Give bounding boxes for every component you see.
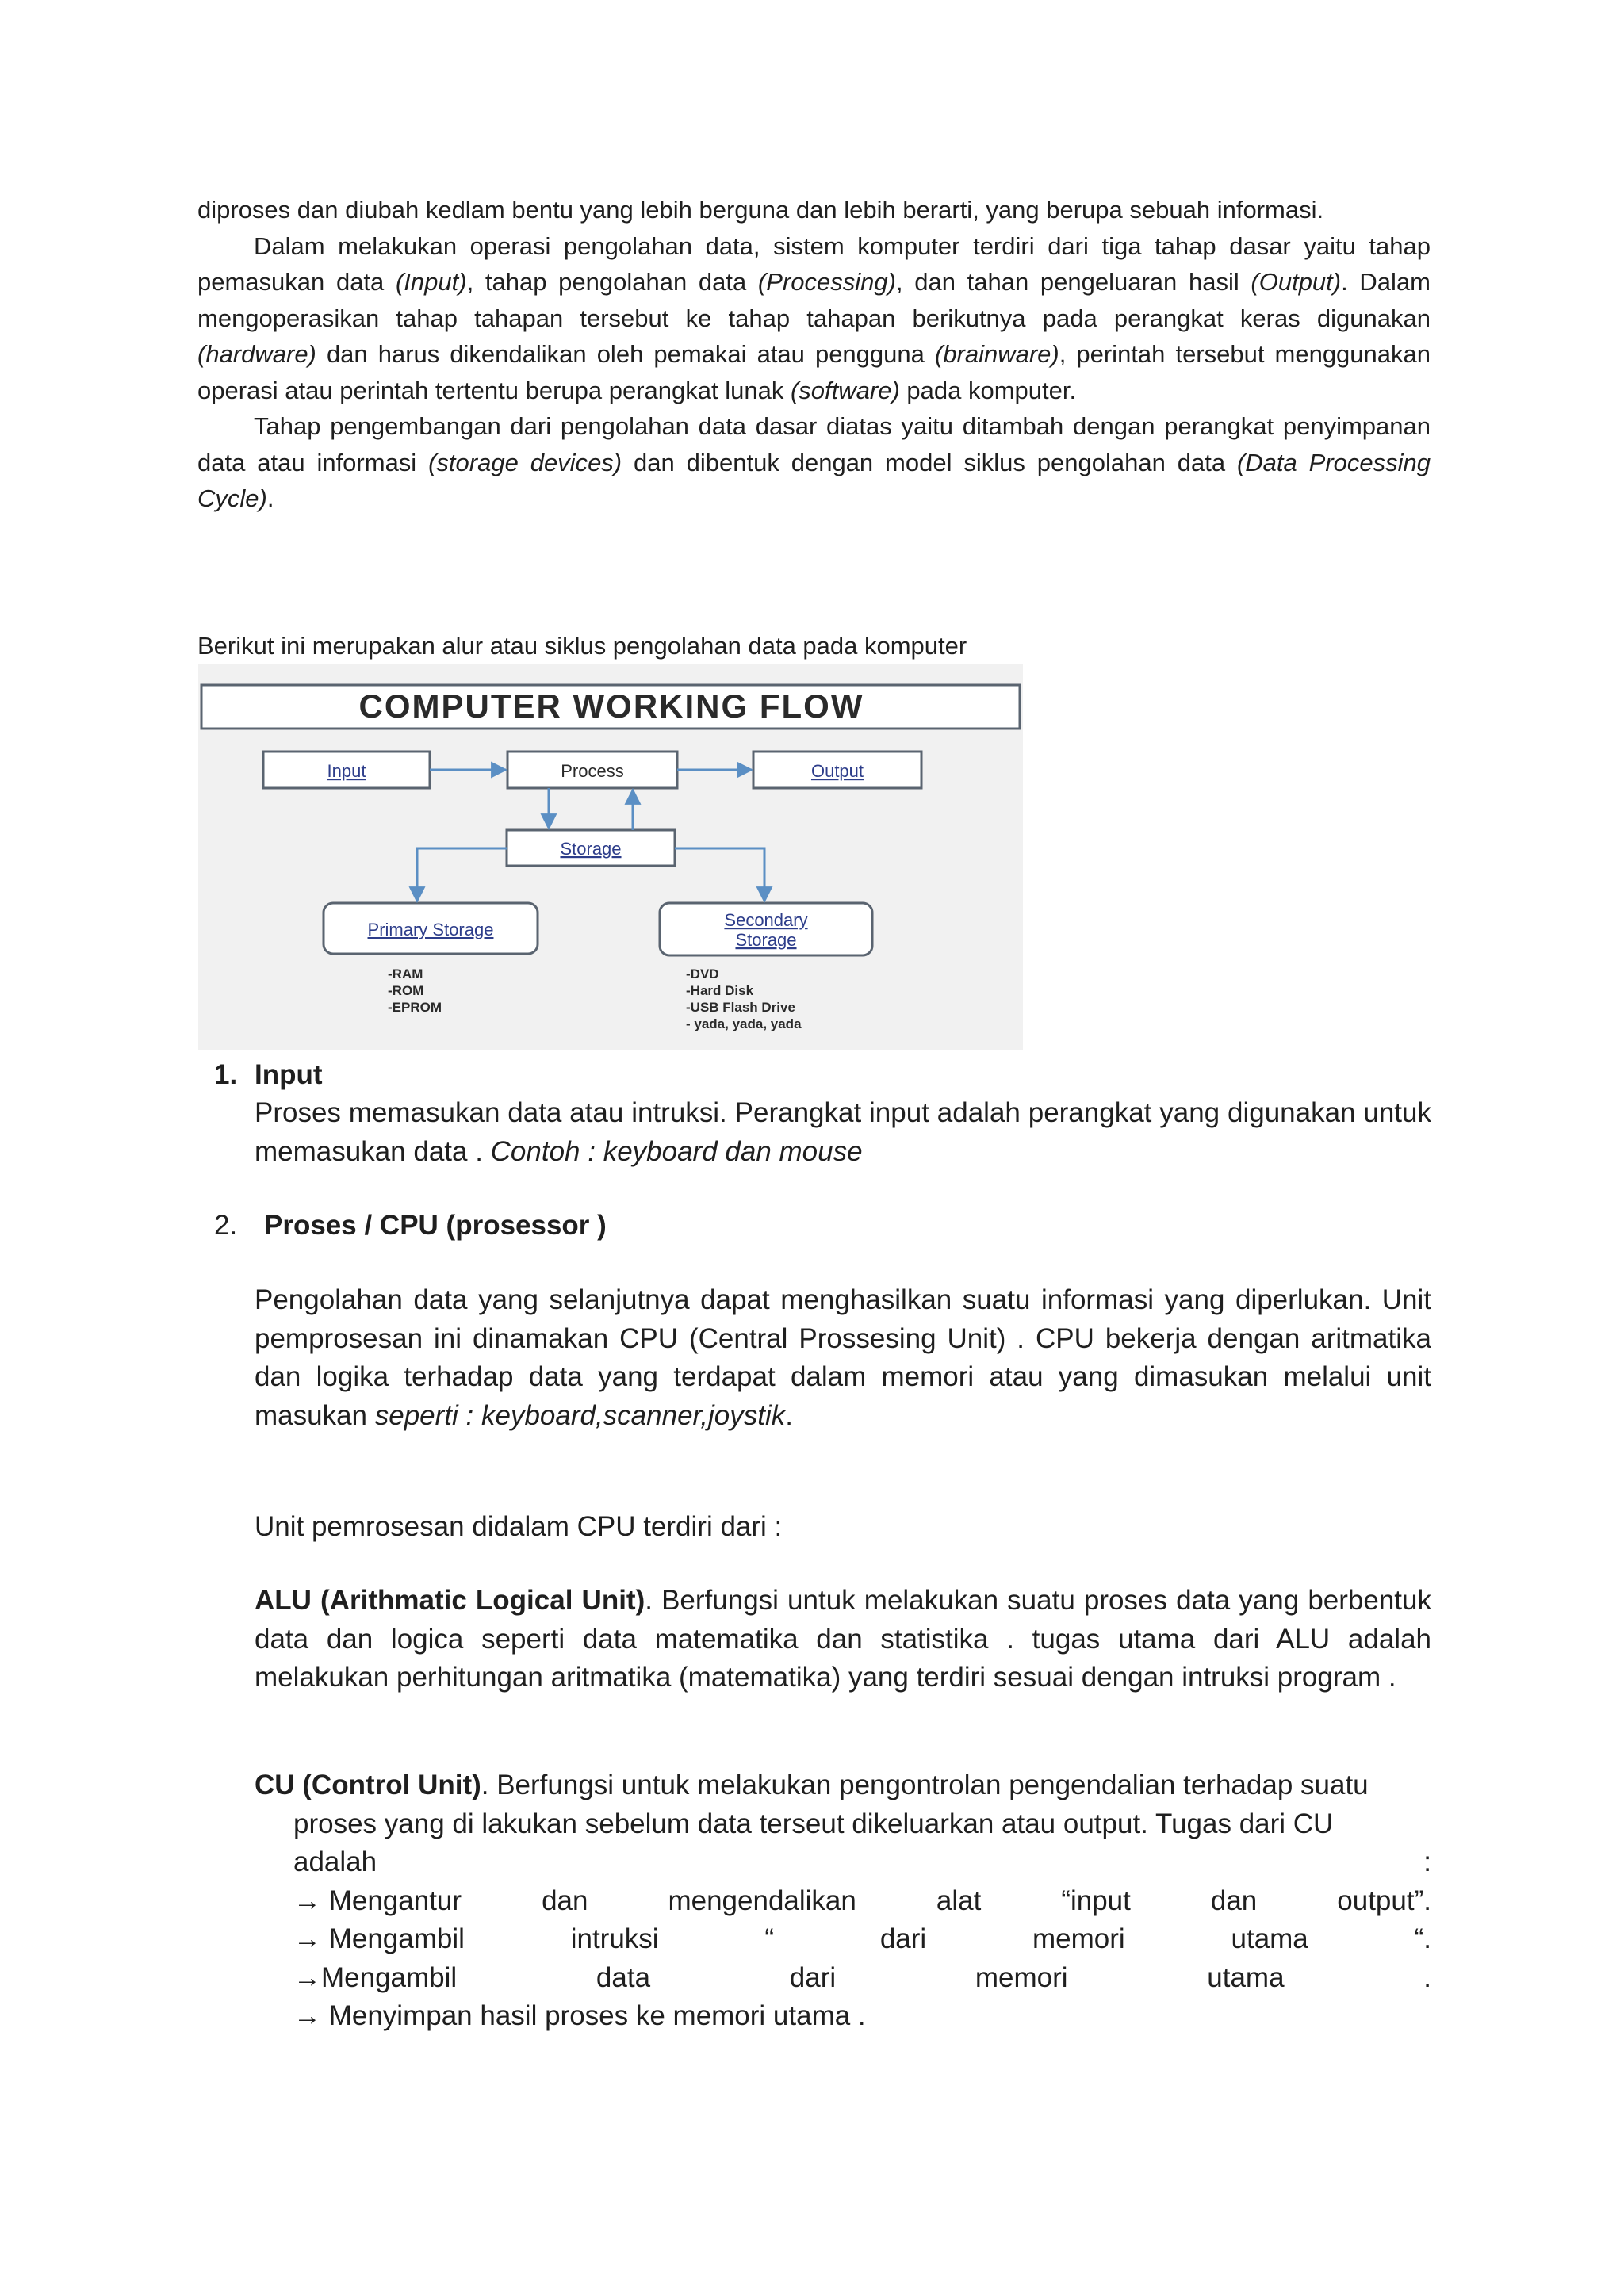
- intro-p2-text: . Dalam mengoperasikan tahap tahapan tersebut ke tahap tahapan berikutnya pada perangkat keras digunakan: [197, 268, 1431, 332]
- secondary-item: -Hard Disk: [686, 983, 754, 998]
- intro-p2-text: Dalam melakukan operasi pengolahan data, sistem komputer terdiri dari tiga tahap dasar yaitu tahap pemasukan data: [197, 232, 1431, 296]
- cu-word: “: [764, 1923, 775, 1954]
- primary-item: -RAM: [388, 966, 423, 982]
- secondary-item: - yada, yada, yada: [686, 1016, 802, 1031]
- list-number: 2.: [214, 1210, 238, 1241]
- intro-p2-text: , perintah tersebut menggunakan operasi atau perintah tertentu berupa perangkat lunak: [197, 340, 1431, 404]
- cu-word: utama: [1231, 1923, 1308, 1954]
- item-input-description: [255, 1094, 1431, 1171]
- term-data-processing-cycle: (Data Processing Cycle): [197, 448, 1431, 512]
- diagram-title: COMPUTER WORKING FLOW: [358, 687, 864, 725]
- intro-p2-text: , tahap pengolahan data: [466, 268, 758, 296]
- cu-line-1: [255, 1766, 1431, 1805]
- intro-paragraph-1: [197, 192, 1431, 228]
- input-label: Input: [327, 761, 366, 781]
- cu-word: → Mengantur: [293, 1885, 462, 1916]
- cu-word: dari: [789, 1961, 837, 1993]
- output-label: Output: [810, 761, 864, 781]
- cu-word: memori: [1032, 1923, 1125, 1954]
- term-input: (Input): [395, 268, 467, 296]
- intro-p3-text: Tahap pengembangan dari pengolahan data dasar diatas yaitu ditambah dengan perangkat penyimpanan data atau informasi: [197, 412, 1431, 476]
- item-input-example: Contoh : keyboard dan mouse: [490, 1135, 863, 1167]
- intro-p2-text: pada komputer.: [899, 376, 1077, 404]
- intro-p2-text: , dan tahan pengeluaran hasil: [895, 268, 1251, 296]
- secondary-storage-label-line2: Storage: [735, 930, 797, 950]
- arrow-storage-to-secondary: [675, 848, 764, 901]
- cpu-description-end: .: [785, 1399, 793, 1431]
- storage-label: Storage: [560, 839, 622, 859]
- alu-text: . Berfungsi untuk melakukan suatu proses data yang berbentuk data dan logica seperti data matematika dan statistika . tugas utama dari ALU adalah melakukan perhitungan aritmatika (matematika) yang terdiri sesuai dengan intruksi program .: [255, 1585, 1431, 1693]
- intro-p3-text: .: [266, 484, 274, 512]
- cu-text: . Berfungsi untuk melakukan pengontrolan pengendalian terhadap suatu: [481, 1770, 1369, 1800]
- cu-word: “.: [1414, 1923, 1431, 1954]
- alu-description: [255, 1582, 1431, 1697]
- cpu-description-text: Pengolahan data yang selanjutnya dapat menghasilkan suatu informasi yang diperlukan. Unit pemprosesan ini dinamakan CPU (Central Prossesing Unit) . CPU bekerja dengan aritmatika dan logika terhadap data yang terdapat dalam memori atau yang dimasukan melalui unit masukan: [255, 1284, 1431, 1431]
- intro-p2-text: dan harus dikendalikan oleh pemakai atau pengguna: [316, 340, 935, 368]
- cu-word: dan: [1210, 1885, 1258, 1916]
- term-brainware: (brainware): [934, 340, 1059, 368]
- intro-p3-text: dan dibentuk dengan model siklus pengolahan data: [622, 448, 1237, 476]
- intro-paragraph-3: [197, 408, 1431, 517]
- cpu-description: [255, 1281, 1431, 1435]
- cu-task-3: [255, 1959, 1431, 1998]
- primary-item: -EPROM: [388, 1000, 442, 1015]
- primary-storage-label: Primary Storage: [367, 920, 494, 939]
- cu-task-2: [255, 1920, 1431, 1959]
- cu-word: output”.: [1337, 1885, 1431, 1916]
- item-title-proses-cpu: Proses / CPU (prosessor ): [264, 1210, 607, 1241]
- cu-task-4: → Menyimpan hasil proses ke memori utama .: [293, 2000, 866, 2031]
- cpu-description-example: seperti : keyboard,scanner,joystik: [374, 1399, 786, 1431]
- cu-word: “input: [1061, 1885, 1131, 1916]
- cu-word: .: [1423, 1961, 1431, 1993]
- cu-word: alat: [936, 1885, 982, 1916]
- secondary-item: -USB Flash Drive: [686, 1000, 795, 1015]
- cu-word: → Mengambil: [293, 1923, 465, 1954]
- alu-title: ALU (Arithmatic Logical Unit): [255, 1585, 645, 1616]
- process-label: Process: [561, 761, 624, 781]
- cu-line-2: proses yang di lakukan sebelum data terseut dikeluarkan atau output. Tugas dari CU: [293, 1808, 1334, 1839]
- cu-line-3: [255, 1843, 1431, 1882]
- list-item-input: [214, 1056, 1431, 1171]
- cu-word: utama: [1207, 1961, 1285, 1993]
- figure-caption: Berikut ini merupakan alur atau siklus pengolahan data pada komputer: [197, 632, 967, 660]
- computer-working-flow-diagram: [198, 664, 1023, 1050]
- term-processing: (Processing): [757, 268, 896, 296]
- cu-word: intruksi: [570, 1923, 659, 1954]
- term-software: (software): [790, 376, 900, 404]
- primary-item: -ROM: [388, 983, 424, 998]
- arrow-storage-to-primary: [417, 848, 507, 901]
- term-output: (Output): [1251, 268, 1342, 296]
- term-hardware: (hardware): [197, 340, 316, 368]
- cu-title: CU (Control Unit): [255, 1770, 481, 1800]
- list-number: 1.: [214, 1059, 238, 1090]
- cu-word: :: [1423, 1846, 1431, 1877]
- intro-p1-text: diproses dan diubah kedlam bentu yang lebih berguna dan lebih berarti, yang berupa sebuah informasi.: [197, 196, 1324, 224]
- term-storage-devices: (storage devices): [428, 448, 622, 476]
- intro-section: [197, 192, 1431, 517]
- secondary-storage-label-line1: Secondary: [724, 910, 808, 930]
- cu-word: adalah: [293, 1846, 377, 1877]
- item-title-input: Input: [255, 1059, 323, 1090]
- cu-word: memori: [975, 1961, 1068, 1993]
- list-item-proses-cpu: [214, 1207, 1431, 1245]
- cu-word: mengendalikan: [668, 1885, 856, 1916]
- cu-word: →Mengambil: [293, 1961, 458, 1993]
- secondary-item: -DVD: [686, 966, 719, 982]
- cu-task-1: [255, 1882, 1431, 1921]
- intro-paragraph-2: [197, 228, 1431, 409]
- cu-word: data: [596, 1961, 651, 1993]
- item-input-text: Proses memasukan data atau intruksi. Perangkat input adalah perangkat yang digunakan untuk memasukan data .: [255, 1097, 1431, 1167]
- unit-intro: Unit pemrosesan didalam CPU terdiri dari :: [255, 1511, 783, 1542]
- cu-description: [255, 1766, 1431, 2036]
- cu-word: dan: [542, 1885, 588, 1916]
- cu-word: dari: [879, 1923, 927, 1954]
